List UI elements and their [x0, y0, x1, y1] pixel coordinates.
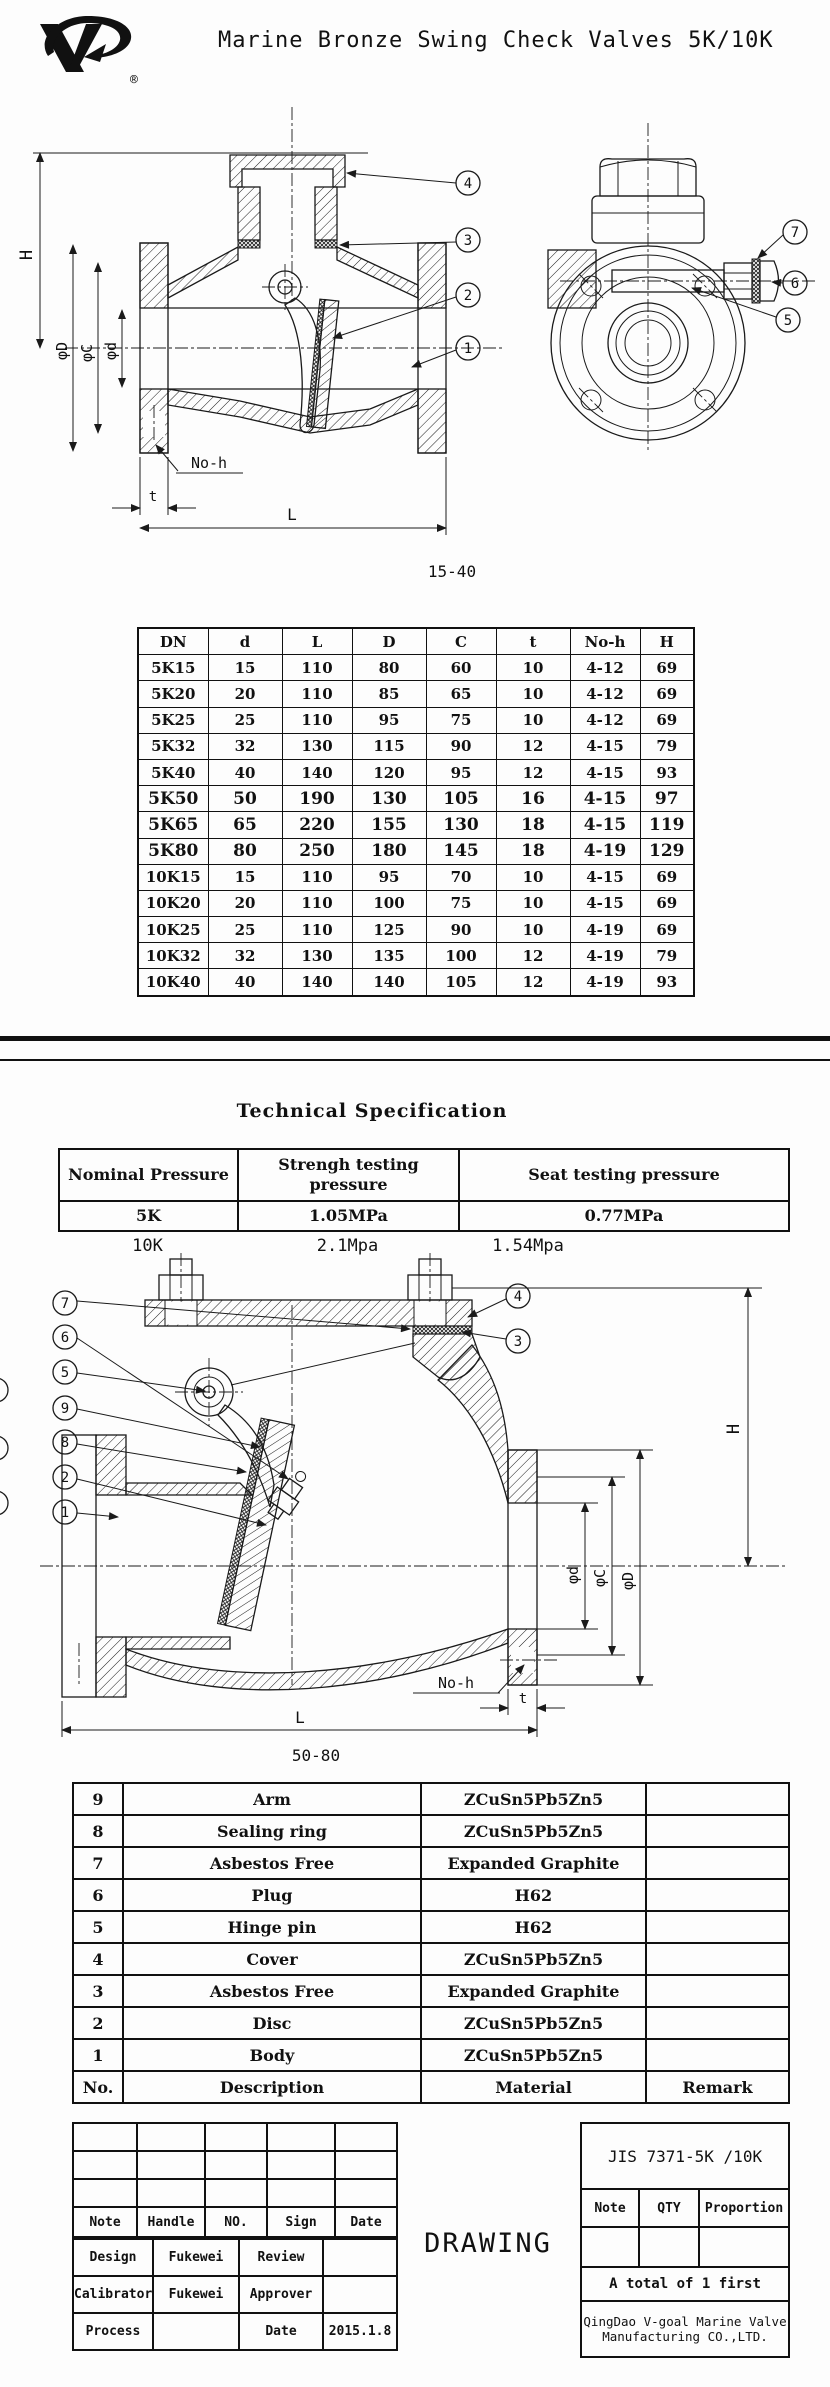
table-row: 10K40 40 140 140 105 12 4-19 93 [138, 969, 694, 996]
table-row [73, 2179, 397, 2207]
callout-4: 4 [513, 1289, 523, 1305]
table-row: Design Fukewei Review [73, 2239, 397, 2276]
pressure-10k-strength: 2.1Mpa [316, 1236, 379, 1256]
callout-1: 1 [463, 341, 473, 357]
approval-grid [72, 2238, 398, 2351]
table-row: 7 Asbestos Free Expanded Graphite [73, 1847, 789, 1879]
dim-l-label: L [295, 1708, 305, 1727]
table-row [73, 2151, 397, 2179]
table-row: 9 Arm ZCuSn5Pb5Zn5 [73, 1783, 789, 1815]
company-name: QingDao V-goal Marine Valve Manufacturing CO.,LTD. [581, 2301, 789, 2357]
table-row: 5 Hinge pin H62 [73, 1911, 789, 1943]
table-row: 10K15 15 110 95 70 10 4-15 69 [138, 864, 694, 890]
parts-table [72, 1782, 790, 2104]
col-header: DN [138, 628, 208, 655]
table-row: 5K40 40 140 120 95 12 4-15 93 [138, 759, 694, 785]
pressure-table [58, 1148, 790, 1232]
table-row: 5K25 25 110 95 75 10 4-12 69 [138, 707, 694, 733]
callout-6: 6 [60, 1330, 70, 1346]
dim-noh-label: No-h [437, 1674, 475, 1692]
dim-phiC-label: φC [591, 1568, 609, 1588]
callout-2: 2 [60, 1470, 70, 1486]
front-view-callouts [692, 220, 807, 332]
callout-9: 9 [60, 1401, 70, 1417]
table-row: 5K65 65 220 155 130 18 4-15 119 [138, 812, 694, 838]
table-row: 5K 1.05MPa 0.77MPa [59, 1201, 789, 1231]
col-header: L [282, 628, 352, 655]
size-range-caption: 50-80 [291, 1746, 341, 1765]
table-row: 1 Body ZCuSn5Pb5Zn5 [73, 2039, 789, 2071]
col-header: Nominal Pressure [59, 1149, 238, 1201]
dim-noh-label: No-h [190, 454, 228, 472]
callout-8: 8 [60, 1435, 70, 1451]
table-row: 10K32 32 130 135 100 12 4-19 79 [138, 943, 694, 969]
dim-h-label: H [724, 1423, 744, 1435]
table-row [581, 2267, 789, 2301]
table-row: Calibrator Fukewei Approver [73, 2276, 397, 2313]
table-row: 10K20 20 110 100 75 10 4-15 69 [138, 890, 694, 916]
vgoal-logo [26, 4, 148, 90]
valve-drawing-15-40 [0, 95, 830, 595]
sheet-note: A total of 1 first [581, 2267, 789, 2301]
dimension-table [137, 627, 695, 997]
page-divider-thick [0, 1036, 830, 1041]
table-row [581, 2123, 789, 2189]
standard-number: JIS 7371-5K /10K [581, 2123, 789, 2189]
callout-6: 6 [790, 276, 800, 292]
table-row: 2 Disc ZCuSn5Pb5Zn5 [73, 2007, 789, 2039]
table-row [581, 2227, 789, 2267]
title-block-right [580, 2122, 790, 2358]
dim-phiC-label: φC [78, 343, 96, 363]
table-row [581, 2301, 789, 2357]
section-dimensions [62, 1288, 762, 1765]
table-row: 3 Asbestos Free Expanded Graphite [73, 1975, 789, 2007]
callout-4: 4 [463, 176, 473, 192]
callout-5: 5 [60, 1365, 70, 1381]
drawing-type-label: DRAWING [424, 2228, 552, 2259]
table-header-row [138, 628, 694, 655]
col-header: D [352, 628, 426, 655]
callout-7: 7 [790, 225, 800, 241]
side-view-section [65, 107, 505, 453]
revision-grid [72, 2122, 398, 2238]
table-row: 6 Plug H62 [73, 1879, 789, 1911]
table-row: 5K20 20 110 85 65 10 4-12 69 [138, 681, 694, 707]
valve-drawing-50-80 [0, 1245, 830, 1775]
spec-title: Technical Specification [236, 1100, 508, 1122]
pressure-10k-seat: 1.54Mpa [492, 1236, 564, 1256]
dim-t-label: t [518, 1691, 528, 1707]
disc-section [306, 299, 338, 428]
col-header: d [208, 628, 282, 655]
col-header: H [640, 628, 694, 655]
disc-section [218, 1418, 295, 1630]
table-row: 5K80 80 250 180 145 18 4-19 129 [138, 838, 694, 864]
table-row: 4 Cover ZCuSn5Pb5Zn5 [73, 1943, 789, 1975]
table-row: 8 Sealing ring ZCuSn5Pb5Zn5 [73, 1815, 789, 1847]
page-title: Marine Bronze Swing Check Valves 5K/10K [218, 28, 774, 53]
front-view [548, 123, 818, 453]
table-footer-row: No. Description Material Remark [73, 2071, 789, 2103]
table-row: 5K50 50 190 130 105 16 4-15 97 [138, 786, 694, 812]
dim-phid-label: φd [564, 1565, 582, 1585]
callout-7: 7 [60, 1296, 70, 1312]
page-divider-thin [0, 1059, 830, 1061]
table-header-row [59, 1149, 789, 1201]
dim-phiD-label: φD [619, 1571, 637, 1591]
callout-1: 1 [60, 1505, 70, 1521]
callout-2: 2 [463, 288, 473, 304]
table-row: 5K32 32 130 115 90 12 4-15 79 [138, 733, 694, 759]
table-row: 5K15 15 110 80 60 10 4-12 69 [138, 655, 694, 681]
table-row [73, 2123, 397, 2151]
dim-t-label: t [148, 489, 158, 505]
dim-h-label: H [17, 249, 37, 261]
registered-icon: ® [130, 73, 138, 88]
col-header: Strengh testing pressure [238, 1149, 459, 1201]
callout-3: 3 [463, 233, 473, 249]
table-row: 10K25 25 110 125 90 10 4-19 69 [138, 917, 694, 943]
dim-phiD-label: φD [53, 341, 71, 361]
callout-3: 3 [513, 1334, 523, 1350]
col-header: Seat testing pressure [459, 1149, 789, 1201]
size-range-caption: 15-40 [427, 562, 477, 581]
pressure-10k-class: 10K [132, 1236, 163, 1256]
col-header: t [496, 628, 570, 655]
section-view [0, 1253, 785, 1697]
table-header-row: Note Handle NO. Sign Date [73, 2207, 397, 2237]
col-header: C [426, 628, 496, 655]
col-header: No-h [570, 628, 640, 655]
dim-phid-label: φd [102, 341, 120, 361]
table-row: Process Date 2015.1.8 [73, 2313, 397, 2350]
dim-l-label: L [287, 505, 297, 524]
table-header-row: Note QTY Proportion [581, 2189, 789, 2227]
callout-5: 5 [783, 313, 793, 329]
